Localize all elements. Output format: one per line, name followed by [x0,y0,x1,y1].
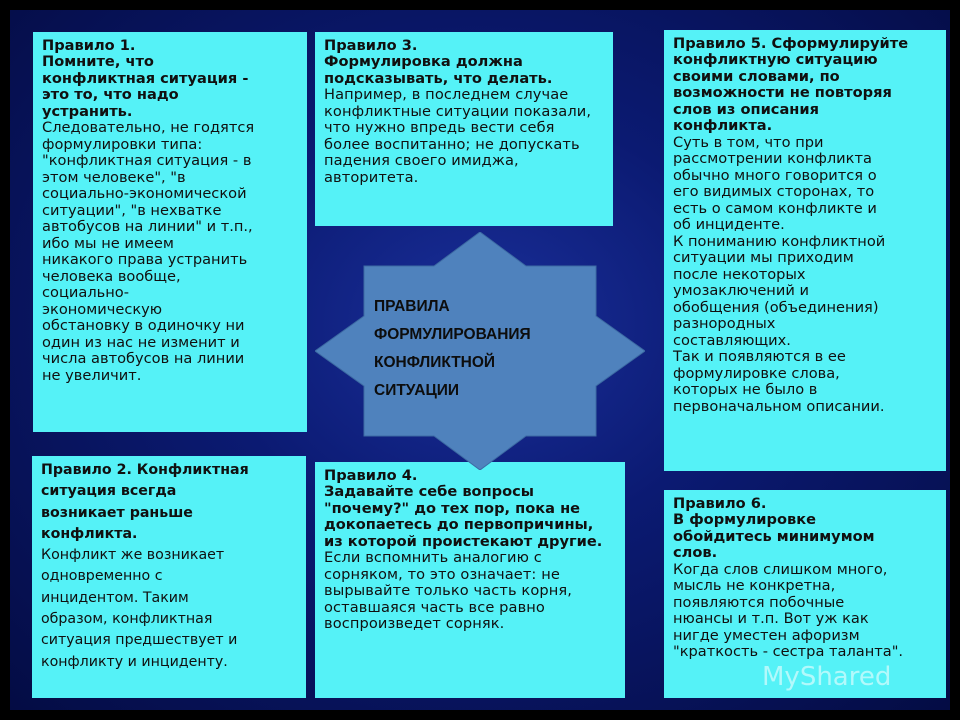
rule-3-title: Правило 3. Формулировка должна подсказывать, что делать. [324,37,553,87]
rule-4-title: Правило 4. Задавайте себе вопросы "почему?" до тех пор, пока не докопаетесь до первопричины, из которой проистекают другие. [324,467,603,550]
rule-1-body: Следовательно, не годятся формулировки типа: "конфликтная ситуация - в этом человеке", "в социально-экономической ситуации", "в нехватке автобусов на линии" и т.п., ибо мы не имеем никакого права устранить человека вообще, социально- экономическую обстановку в одиночку ни один из нас не изменит и числа автобусов на линии не увеличит. [42,119,255,384]
rule-6-body: Когда слов слишком много, мысль не конкретна, появляются побочные нюансы и т.п. Вот уж как нигде уместен афоризм "краткость - сестра таланта". [673,560,904,661]
rule-2-box [32,456,306,698]
center-label: ПРАВИЛА ФОРМУЛИРОВАНИЯ КОНФЛИКТНОЙ СИТУАЦИИ [374,298,531,399]
rule-5-title: Правило 5. Сформулируйте конфликтную ситуацию своими словами, по возможности не повторяя слов из описания конфликта. [673,35,909,135]
rule-6-title: Правило 6. В формулировке обойдитесь минимумом слов. [673,495,875,562]
rule-4-box [315,462,625,698]
rule-3-body: Например, в последнем случае конфликтные ситуации показали, что нужно впредь вести себя более воспитанно; не допускать падения своего имиджа, авторитета. [324,86,592,186]
rule-2-body: Конфликт же возникает одновременно с инцидентом. Таким образом, конфликтная ситуация предшествует и конфликту и инциденту. [41,547,238,670]
rule-4-body: Если вспомнить аналогию с сорняком, то это означает: не вырывайте только часть корня, оставшаяся часть все равно воспроизведет сорняк. [324,549,572,633]
slide [10,10,950,710]
rule-2-title: Правило 2. Конфликтная ситуация всегда возникает раньше конфликта. [41,462,249,542]
rule-5-box [664,30,946,471]
watermark: MyShared [762,662,892,692]
rule-1-title: Правило 1. Помните, что конфликтная ситуация - это то, что надо устранить. [42,37,249,120]
rule-3-box [315,32,613,226]
rule-1-box [33,32,307,432]
rule-5-body: Суть в том, что при рассмотрении конфликта обычно много говорится о его видимых сторонах, то есть о самом конфликте и об инциденте. К пониманию конфликтной ситуации мы приходим после некоторых умозаключений и обобщения (объединения) разнородных составляющих. Так и появляются в ее формулировке слова, которых не было в первоначальном описании. [673,133,886,415]
